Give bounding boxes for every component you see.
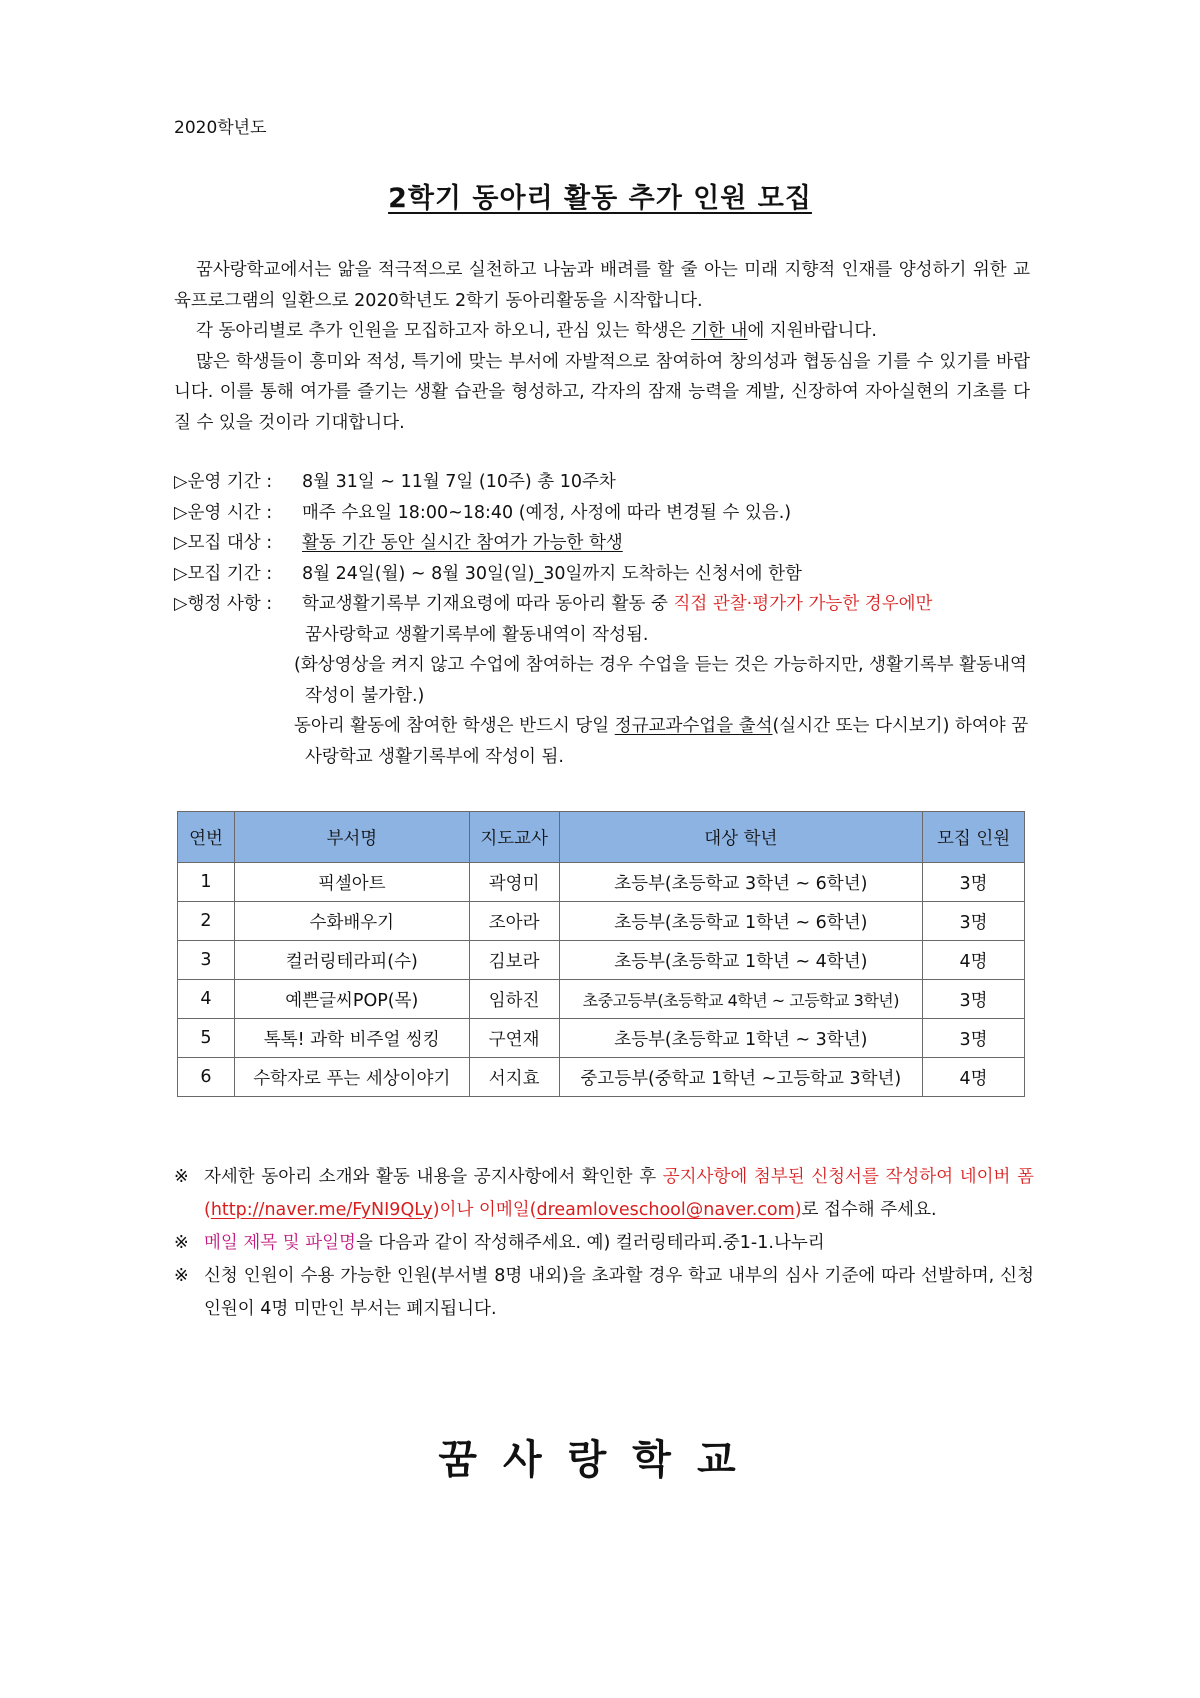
note-item-2 <box>174 1227 1034 1260</box>
admin-highlight: 직접 관찰·평가가 가능한 경우에만 <box>673 594 933 614</box>
cell-club-name: 수학자로 푸는 세상이야기 <box>234 1058 469 1097</box>
admin-d-text: 동아리 활동에 참여한 학생은 반드시 당일 <box>294 716 615 736</box>
col-header-no: 연번 <box>178 812 235 863</box>
period-label: ▷운영 기간 : <box>174 472 273 492</box>
recruit-label: ▷모집 기간 : <box>174 563 273 584</box>
cell-count: 3명 <box>923 863 1025 902</box>
col-header-count: 모집 인원 <box>923 812 1025 863</box>
note-1-text <box>204 1161 1034 1227</box>
note-1-red3: ) <box>794 1200 802 1220</box>
deadline-underlined: 기한 내 <box>691 321 748 341</box>
intro-section <box>174 255 1030 438</box>
table-row <box>178 902 1025 941</box>
col-header-target: 대상 학년 <box>559 812 923 863</box>
cell-teacher: 임하진 <box>469 980 559 1019</box>
table-row <box>178 941 1025 980</box>
reference-mark-icon: ※ <box>174 1233 189 1253</box>
recruit-value: 8월 24일(월) ~ 8월 30일(일)_30일까지 도착하는 신청서에 한함 <box>302 563 802 584</box>
cell-no: 6 <box>178 1058 235 1097</box>
cell-club-name: 톡톡! 과학 비주얼 씽킹 <box>234 1019 469 1058</box>
intro-p2-text: 각 동아리별로 추가 인원을 모집하고자 하오니, 관심 있는 학생은 <box>196 321 692 341</box>
table-row <box>178 1019 1025 1058</box>
intro-paragraph-3: 많은 학생들이 흥미와 적성, 특기에 맞는 부서에 자발적으로 참여하여 창의성과 협동심을 기를 수 있기를 바랍니다. 이를 통해 여가를 즐기는 생활 습관을 형성하고, 각자의 잠재 능력을 계발, 신장하여 자아실현의 기초를 다질 수 있을 것이라 기대합니다. <box>174 351 1030 433</box>
note-2-text <box>204 1227 1034 1260</box>
admin-label: ▷행정 사항 : <box>174 594 273 614</box>
cell-target: 초중고등부(초등학교 4학년 ~ 고등학교 3학년) <box>559 980 923 1019</box>
cell-target: 초등부(초등학교 1학년 ~ 4학년) <box>559 941 923 980</box>
info-row-admin <box>174 589 1034 620</box>
cell-club-name: 예쁜글씨POP(목) <box>234 980 469 1019</box>
cell-count: 4명 <box>923 1058 1025 1097</box>
cell-target: 초등부(초등학교 3학년 ~ 6학년) <box>559 863 923 902</box>
cell-teacher: 곽영미 <box>469 863 559 902</box>
info-section <box>174 467 1034 772</box>
page-title-text: 2학기 동아리 활동 추가 인원 모집 <box>388 183 812 214</box>
cell-no: 2 <box>178 902 235 941</box>
note-2-b: 을 다음과 같이 작성해주세요. 예) 컬러링테라피.중1-1.나누리 <box>355 1233 825 1253</box>
cell-target: 중고등부(중학교 1학년 ~고등학교 3학년) <box>559 1058 923 1097</box>
note-1-b: 로 접수해 주세요. <box>801 1200 937 1220</box>
email-link[interactable]: dreamloveschool@naver.com <box>536 1200 795 1220</box>
table-row <box>178 1058 1025 1097</box>
note-1-red: 공지사항에 첨부된 신청서를 작성하여 네이버 폼( <box>204 1167 1034 1220</box>
table-header-row <box>178 812 1025 863</box>
cell-no: 5 <box>178 1019 235 1058</box>
naver-form-link[interactable]: http://naver.me/FyNI9QLy <box>210 1200 433 1220</box>
admin-text-a: 학교생활기록부 기재요령에 따라 동아리 활동 중 <box>302 594 674 614</box>
cell-no: 3 <box>178 941 235 980</box>
admin-note-d <box>174 711 1034 772</box>
school-name: 꿈사랑학교 <box>438 1437 762 1483</box>
note-2-highlight: 메일 제목 및 파일명 <box>204 1233 356 1253</box>
period-value: 8월 31일 ~ 11월 7일 (10주) 총 10주차 <box>302 472 616 492</box>
cell-club-name: 픽셀아트 <box>234 863 469 902</box>
note-3-text: 신청 인원이 수용 가능한 인원(부서별 8명 내외)을 초과할 경우 학교 내부의 심사 기준에 따라 선발하며, 신청 인원이 4명 미만인 부서는 폐지됩니다. <box>204 1266 1034 1319</box>
page-title <box>0 176 1200 215</box>
cell-teacher: 김보라 <box>469 941 559 980</box>
info-row-recruit <box>174 559 1034 590</box>
info-row-time <box>174 498 1034 529</box>
cell-club-name: 컬러링테라피(수) <box>234 941 469 980</box>
school-year: 2020학년도 <box>174 118 267 138</box>
info-row-target <box>174 528 1034 559</box>
intro-paragraph-1: 꿈사랑학교에서는 앎을 적극적으로 실천하고 나눔과 배려를 할 줄 아는 미래 지향적 인재를 양성하기 위한 교육프로그램의 일환으로 2020학년도 2학기 동아리활동을 시작합니다. <box>174 260 1030 311</box>
table-row <box>178 980 1025 1019</box>
attendance-underlined: 정규교과수업을 출석 <box>614 716 773 736</box>
admin-d-tail: (실시간 또는 다시보기) 하여야 꿈사랑학교 생활기록부에 작성이 됨. <box>305 716 1029 767</box>
admin-note-b: 꿈사랑학교 생활기록부에 활동내역이 작성됨. <box>305 624 649 645</box>
time-label: ▷운영 시간 : <box>174 502 273 523</box>
reference-mark-icon: ※ <box>174 1266 189 1286</box>
cell-count: 3명 <box>923 1019 1025 1058</box>
note-item-1 <box>174 1161 1034 1227</box>
note-item-3 <box>174 1260 1034 1326</box>
cell-teacher: 구연재 <box>469 1019 559 1058</box>
col-header-teacher: 지도교사 <box>469 812 559 863</box>
col-header-name: 부서명 <box>234 812 469 863</box>
cell-teacher: 조아라 <box>469 902 559 941</box>
intro-paragraph-2 <box>174 316 1030 347</box>
cell-no: 4 <box>178 980 235 1019</box>
target-value: 활동 기간 동안 실시간 참여가 가능한 학생 <box>302 533 623 553</box>
note-1-a: 자세한 동아리 소개와 활동 내용을 공지사항에서 확인한 후 <box>204 1167 663 1187</box>
cell-count: 3명 <box>923 902 1025 941</box>
reference-mark-icon: ※ <box>174 1167 189 1187</box>
cell-club-name: 수화배우기 <box>234 902 469 941</box>
info-row-period <box>174 467 1034 498</box>
admin-value <box>302 589 1034 620</box>
cell-count: 4명 <box>923 941 1025 980</box>
cell-no: 1 <box>178 863 235 902</box>
time-value: 매주 수요일 18:00~18:40 (예정, 사정에 따라 변경될 수 있음.) <box>302 502 792 523</box>
cell-target: 초등부(초등학교 1학년 ~ 6학년) <box>559 902 923 941</box>
note-1-red2: )이나 이메일( <box>432 1200 537 1220</box>
table-row <box>178 863 1025 902</box>
cell-teacher: 서지효 <box>469 1058 559 1097</box>
clubs-table <box>177 811 1025 1097</box>
admin-note-c: (화상영상을 켜지 않고 수업에 참여하는 경우 수업을 듣는 것은 가능하지만, 생활기록부 활동내역 작성이 불가함.) <box>294 655 1027 706</box>
cell-count: 3명 <box>923 980 1025 1019</box>
intro-p2-tail: 에 지원바랍니다. <box>747 321 877 341</box>
notes-section <box>174 1161 1034 1326</box>
target-label: ▷모집 대상 : <box>174 533 273 553</box>
cell-target: 초등부(초등학교 1학년 ~ 3학년) <box>559 1019 923 1058</box>
